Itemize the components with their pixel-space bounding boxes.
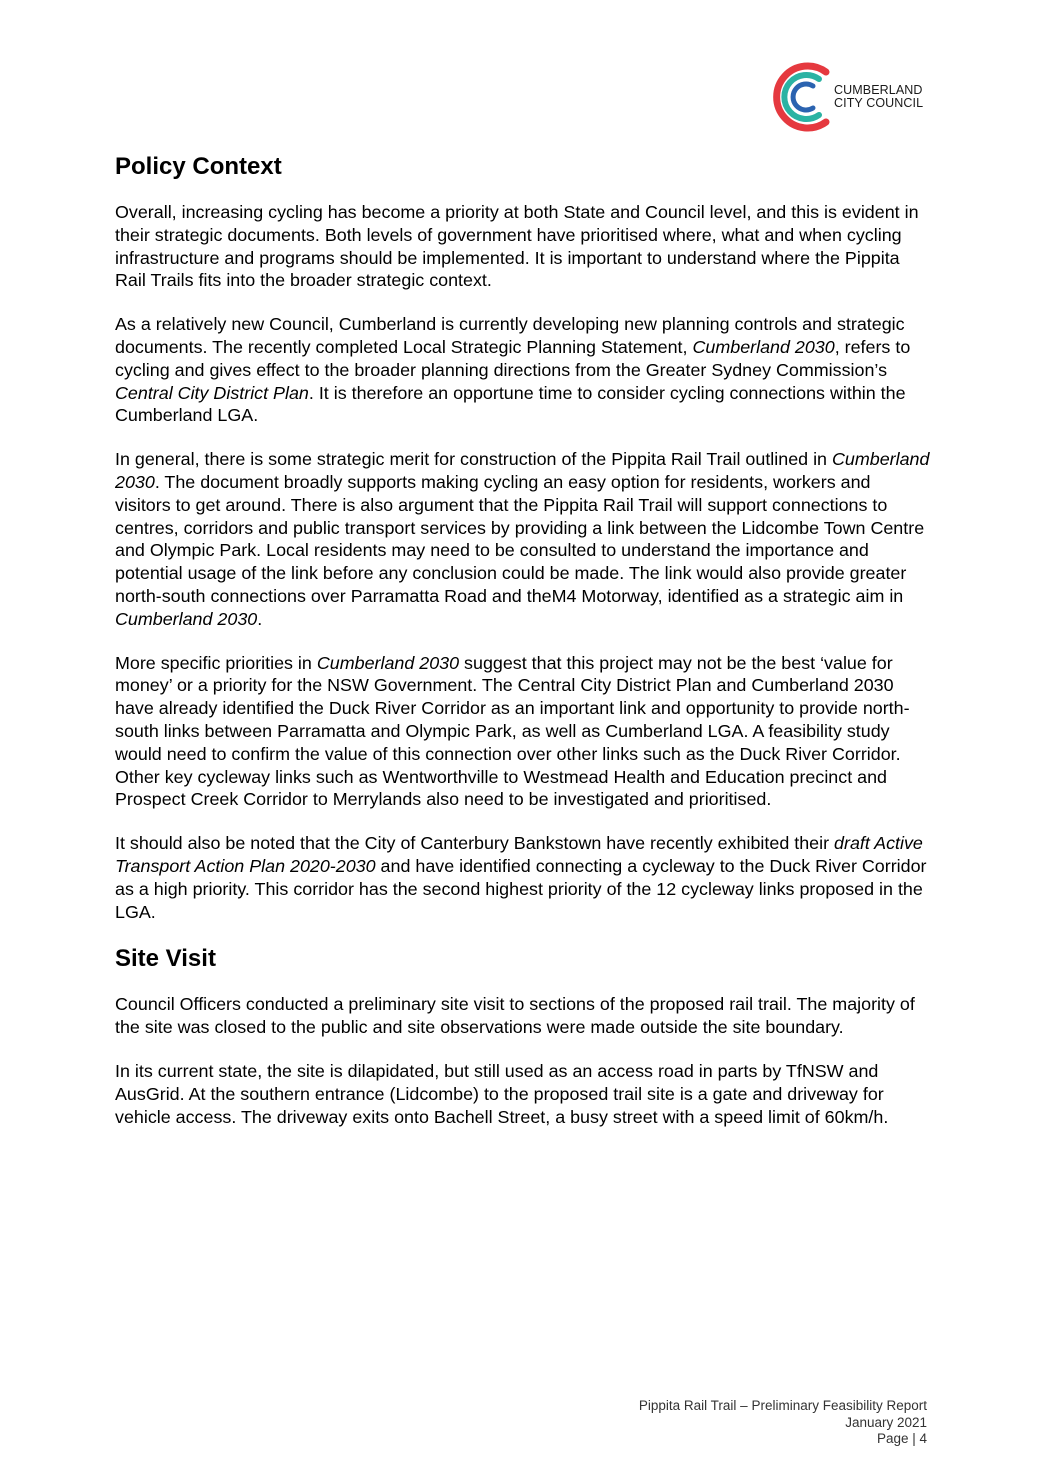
text-run: and have identified connecting a cycleway to the Duck River Corridor as a high priority. This corridor has the second highest priority of the 12 cycleway links proposed in the LGA. [115, 855, 927, 922]
text-run: More specific priorities in [115, 652, 317, 673]
section-heading-site-visit: Site Visit [115, 945, 216, 973]
document-body [115, 152, 931, 1149]
text-run: It should also be noted that the City of Canterbury Bankstown have recently exhibited their [115, 833, 835, 854]
paragraph [115, 993, 931, 1039]
paragraph [115, 832, 931, 923]
paragraph [115, 448, 931, 630]
italic-text: draft Active Transport Action Plan 2020-2030 [115, 833, 923, 876]
council-logo [766, 60, 936, 134]
paragraph [115, 652, 931, 812]
footer-report-title: Pippita Rail Trail – Preliminary Feasibility Report [638, 1398, 927, 1413]
page-footer [639, 1398, 927, 1448]
text-run: Council Officers conducted a preliminary site visit to sections of the proposed rail trail. The majority of the site was closed to the public and site observations were made outside the site boundary. [115, 994, 915, 1038]
paragraph [115, 313, 931, 427]
text-run: As a relatively new Council, Cumberland is currently developing new planning controls and strategic documents. The recently completed Local Strategic Planning Statement, [115, 314, 905, 357]
text-run: , refers to cycling and gives effect to the broader planning directions from the Greater Sydney Commission’s [115, 336, 911, 380]
text-run: . It is therefore an opportune time to consider cycling connections within the Cumberland LGA. [115, 382, 906, 426]
footer-page-number: Page | 4 [876, 1431, 927, 1446]
footer-date: January 2021 [845, 1414, 927, 1430]
text-run: In its current state, the site is dilapidated, but still used as an access road in parts by TfNSW and AusGrid. At the southern entrance (Lidcombe) to the proposed trail site is a gate and driveway for vehicle access. The driveway exits onto Bachell Street, a busy street with a speed limit of 60km/h. [115, 1060, 889, 1127]
section-heading-policy-context: Policy Context [115, 153, 282, 180]
logo-line-1: CUMBERLAND [834, 83, 923, 97]
italic-text: Central City District Plan [115, 382, 309, 403]
italic-text: Cumberland 2030 [316, 652, 460, 673]
text-run: In general, there is some strategic merit for construction of the Pippita Rail Trail outlined in [115, 449, 832, 470]
italic-text: Cumberland 2030 [115, 449, 930, 492]
italic-text: Cumberland 2030 [115, 608, 258, 629]
text-run: suggest that this project may not be the best ‘value for money’ or a priority for the NSW Government. The Central City District Plan and Cumberland 2030 have already identified the Duck River Corridor as an important link and opportunity to provide north-south links between Parramatta and Olympic Park, as well as Cumberland LGA. A feasibility study would need to confirm the value of this connection over other links such as the Duck River Corridor. Other key cycleway links such as Wentworthville to Westmead Health and Education precinct and Prospect Creek Corridor to Merrylands also need to be investigated and prioritised. [115, 652, 910, 810]
logo-line-2: CITY COUNCIL [834, 96, 924, 110]
paragraph [115, 201, 931, 292]
text-run: . The document broadly supports making cycling an easy option for residents, workers and visitors to get around. There is also argument that the Pippita Rail Trail will support connections to centres, corridors and public transport services by providing a link between the Lidcombe Town Centre and Olympic Park. Local residents may need to be consulted to understand the importance and potential usage of the link before any conclusion could be made. The link would also provide greater north-south connections over Parramatta Road and theM4 Motorway, identified as a strategic aim in [115, 471, 925, 606]
council-c-mark-icon [766, 60, 834, 134]
text-run: Overall, increasing cycling has become a priority at both State and Council level, and this is evident in their strategic documents. Both levels of government have prioritised where, what and when cycling infrastructure and programs should be implemented. It is important to understand where the Pippita Rail Trails fits into the broader strategic context. [115, 202, 919, 291]
text-run: . [257, 608, 263, 629]
italic-text: Cumberland 2030 [692, 336, 835, 357]
paragraph [115, 1060, 931, 1128]
logo-wordmark [834, 84, 923, 110]
